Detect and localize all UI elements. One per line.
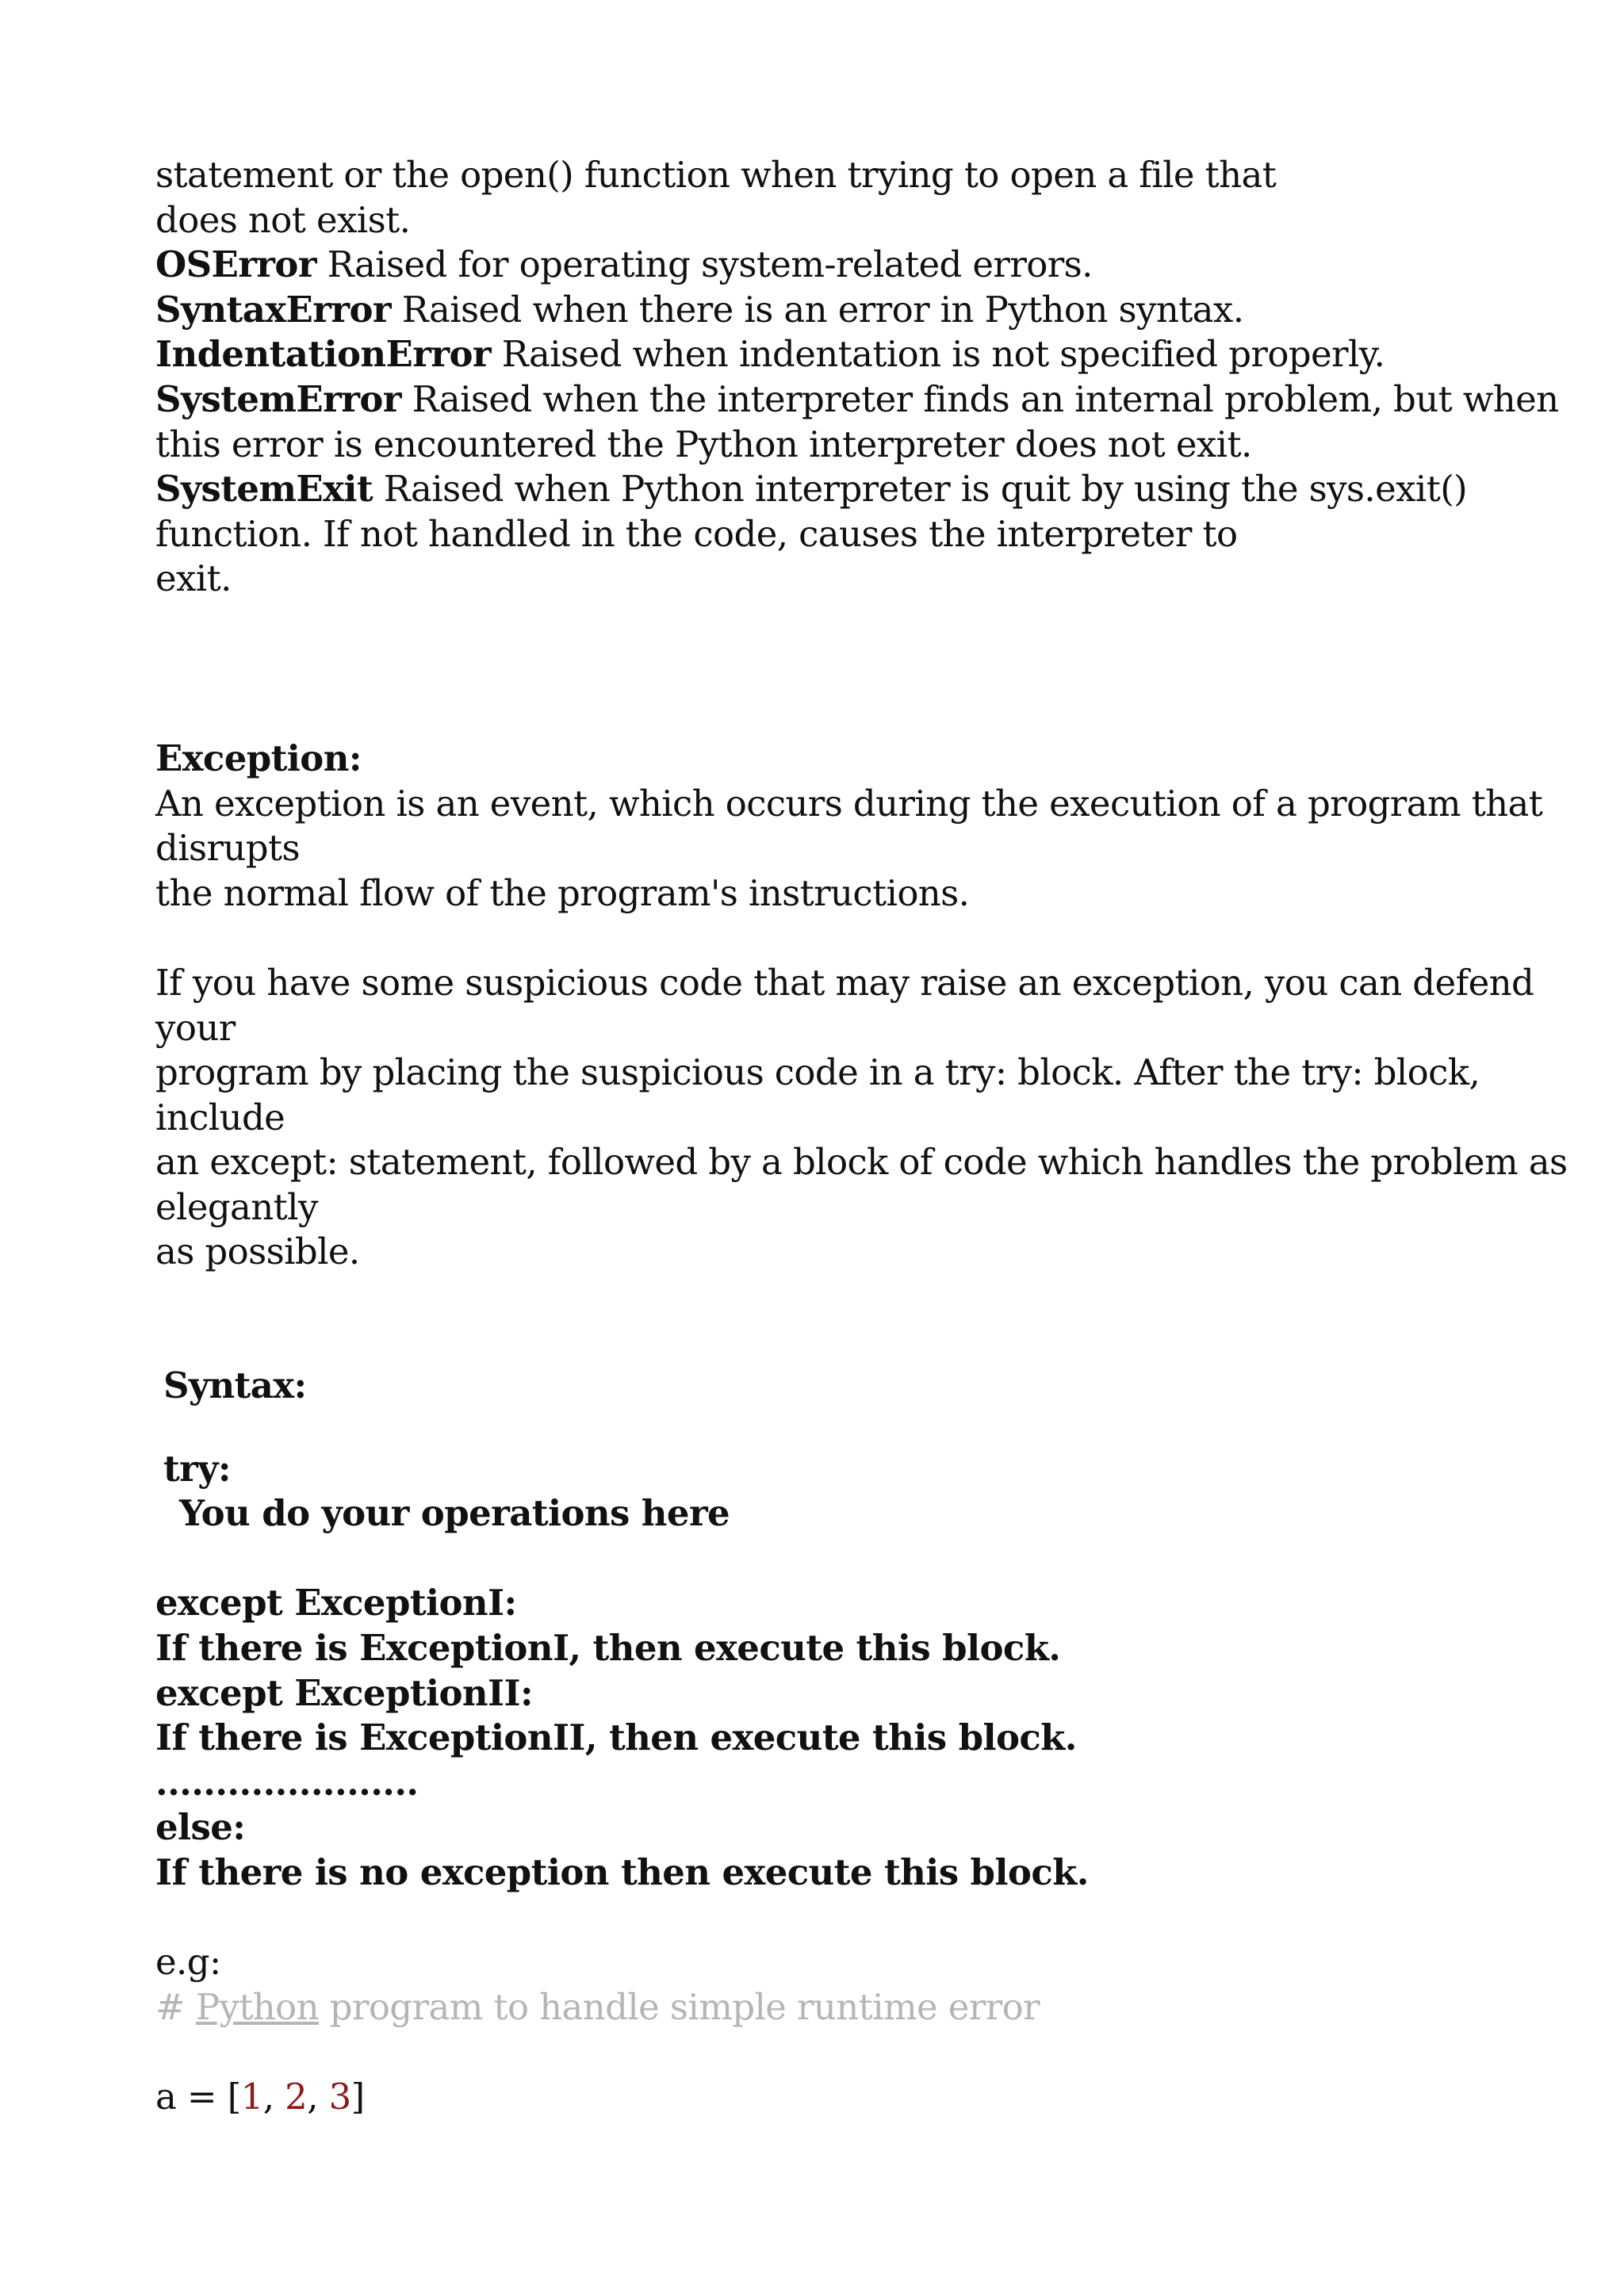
syntax-line: else:: [155, 1806, 246, 1849]
code-sep: ,: [307, 2075, 329, 2118]
comment-text: program to handle simple runtime error: [319, 1985, 1040, 2028]
spacer: [155, 1536, 1503, 1582]
spacer: [155, 1275, 1503, 1364]
paragraph-line: If you have some suspicious code that may raise an exception, you can defend: [155, 961, 1534, 1004]
error-entry: [155, 423, 1503, 468]
document-page: [155, 153, 1568, 2120]
error-name: SystemExit: [155, 468, 373, 511]
error-desc: function. If not handled in the code, causes the interpreter to: [155, 512, 1238, 555]
error-desc: exit.: [155, 557, 232, 600]
paragraph-line: program by placing the suspicious code in a try: block. After the try: block,: [155, 1051, 1480, 1094]
spacer: [155, 602, 1503, 737]
error-entry: [155, 557, 1503, 602]
intro-line: statement or the open() function when trying to open a file that: [155, 154, 1277, 196]
error-desc: Raised when Python interpreter is quit by using the sys.exit(): [373, 468, 1468, 511]
error-name: OSError: [155, 243, 316, 286]
syntax-try-label: try:: [163, 1447, 231, 1490]
error-entry: [155, 377, 1559, 423]
error-desc: Raised when there is an error in Python syntax.: [390, 288, 1244, 331]
error-desc: Raised when indentation is not specified properly.: [490, 333, 1385, 376]
paragraph-line: as possible.: [155, 1230, 360, 1273]
code-number: 3: [328, 2075, 351, 2118]
error-desc: this error is encountered the Python interpreter does not exit.: [155, 423, 1252, 465]
python-link[interactable]: Python: [195, 1985, 320, 2028]
paragraph-line: disrupts: [155, 827, 300, 870]
code-suffix: ]: [350, 2075, 365, 2118]
error-entry: [155, 243, 1503, 288]
comment-hash: #: [155, 1985, 196, 2028]
paragraph-line: your: [155, 1006, 236, 1049]
exception-heading: Exception:: [155, 737, 362, 779]
code-number: 2: [285, 2075, 308, 2118]
syntax-line: If there is ExceptionI, then execute this block.: [155, 1627, 1061, 1670]
syntax-heading: Syntax:: [163, 1364, 307, 1407]
paragraph-line: an except: statement, followed by a block of code which handles the problem as: [155, 1141, 1568, 1184]
paragraph-line: elegantly: [155, 1185, 318, 1228]
code-prefix: a = [: [155, 2075, 241, 2118]
code-number: 1: [240, 2075, 263, 2118]
error-entry: [155, 332, 1503, 377]
error-entry: [155, 467, 1503, 512]
error-name: SyntaxError: [155, 288, 391, 331]
code-line: [155, 2075, 1503, 2120]
spacer: [155, 2030, 1503, 2075]
error-entry: [155, 512, 1503, 557]
spacer: [155, 916, 1503, 961]
syntax-line: ......................: [155, 1761, 419, 1804]
syntax-line: except ExceptionII:: [155, 1671, 533, 1714]
error-name: SystemError: [155, 377, 401, 420]
spacer: [155, 1896, 1503, 1941]
error-name: IndentationError: [155, 333, 491, 376]
syntax-line: If there is no exception then execute this block.: [155, 1851, 1089, 1893]
syntax-line: If there is ExceptionII, then execute this block.: [155, 1716, 1077, 1759]
error-desc: Raised for operating system-related errors.: [316, 243, 1093, 286]
syntax-try-body: You do your operations here: [179, 1492, 730, 1535]
code-comment: [155, 1985, 1503, 2030]
paragraph-line: An exception is an event, which occurs during the execution of a program that: [155, 782, 1543, 825]
syntax-line: except ExceptionI:: [155, 1582, 517, 1624]
paragraph-line: the normal flow of the program's instructions.: [155, 871, 970, 914]
intro-line: does not exist.: [155, 198, 411, 241]
error-entry: [155, 288, 1503, 333]
error-desc: Raised when the interpreter finds an internal problem, but when: [400, 377, 1559, 420]
example-label: e.g:: [155, 1941, 221, 1984]
spacer: [155, 1409, 1503, 1447]
code-sep: ,: [262, 2075, 285, 2118]
paragraph-line: include: [155, 1096, 285, 1138]
